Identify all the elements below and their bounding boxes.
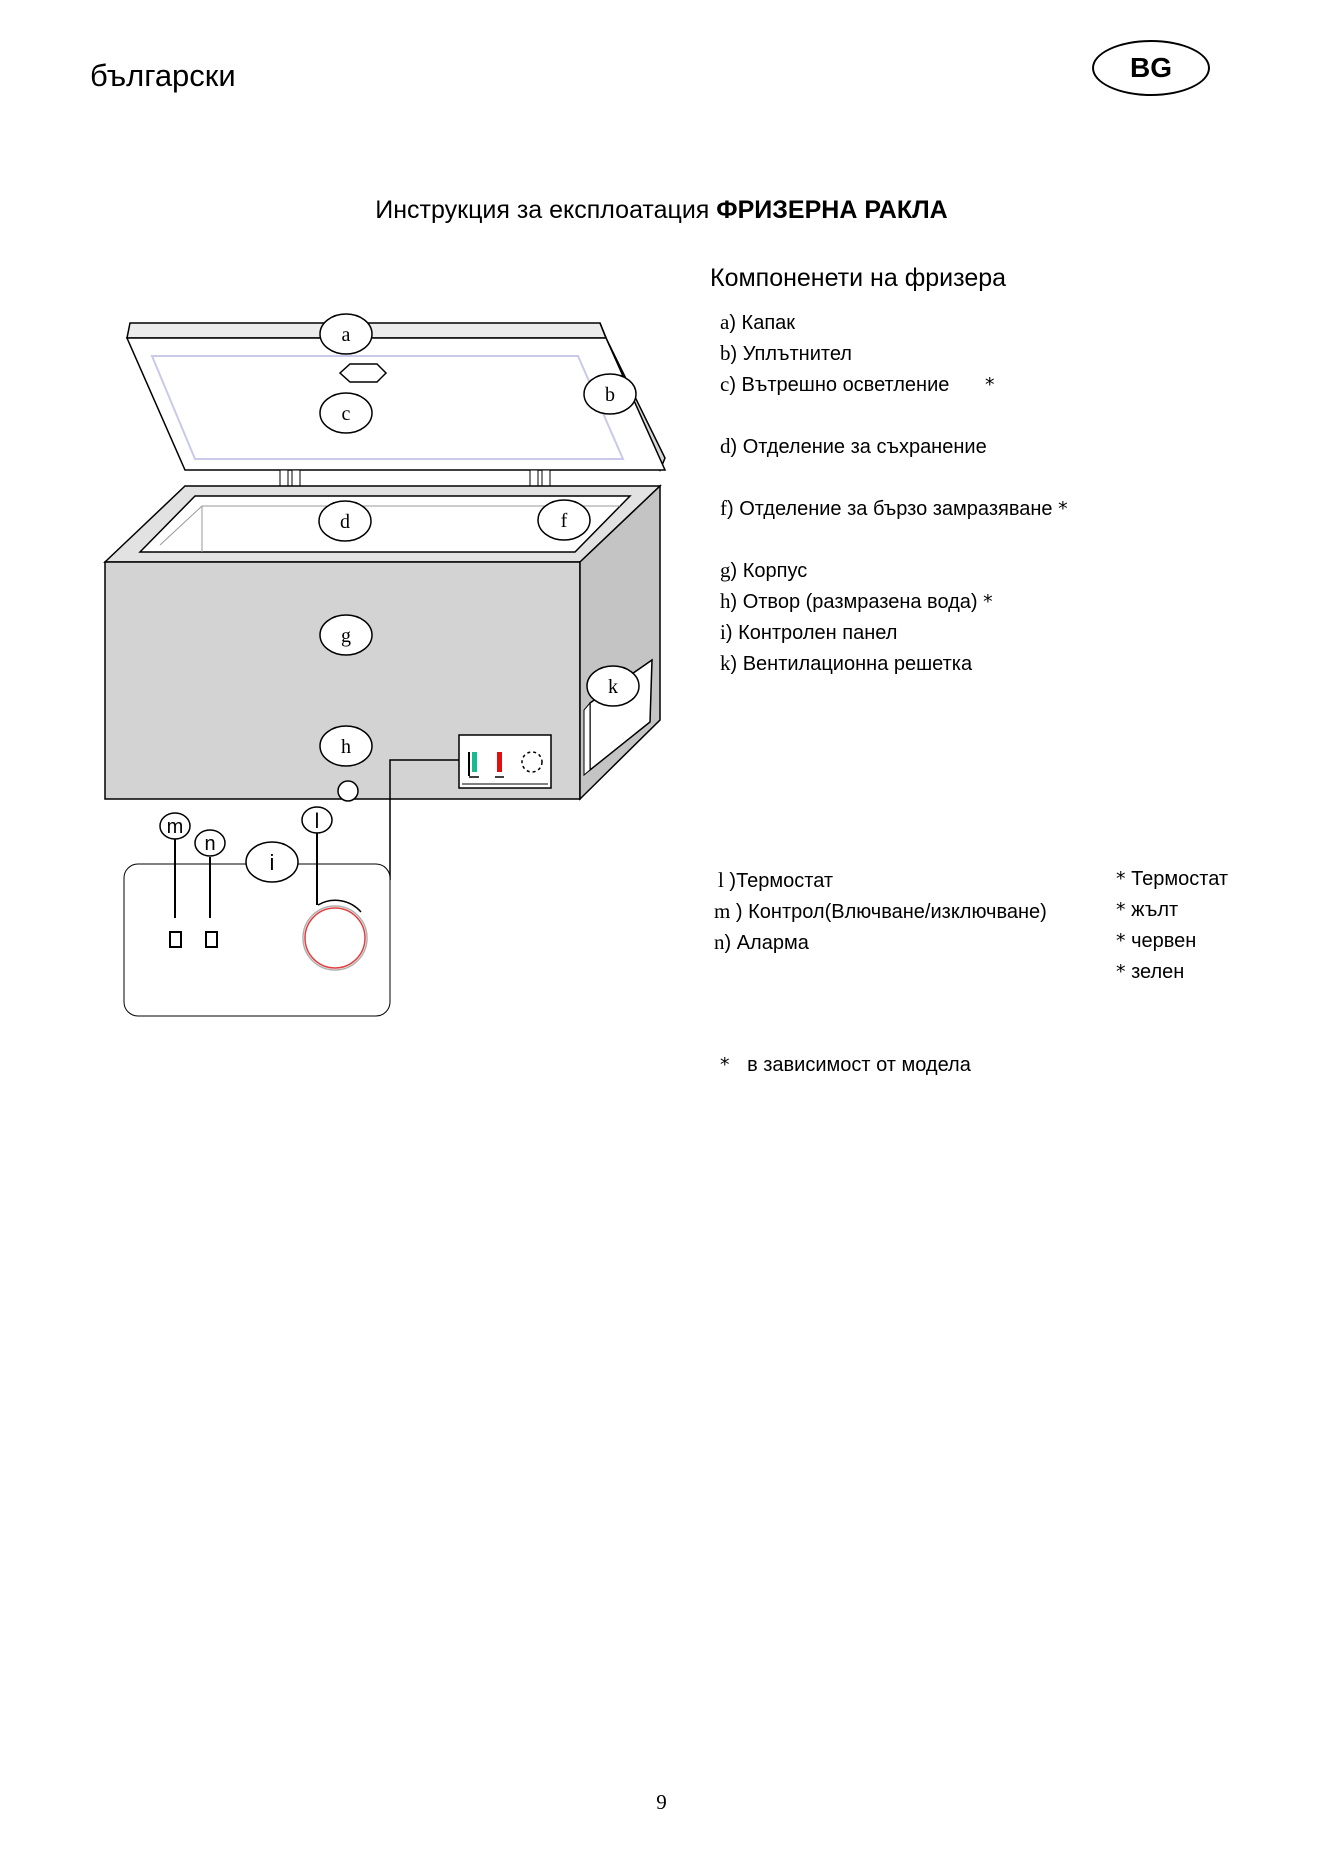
callout-g [320,615,372,655]
svg-text:n: n [204,833,216,855]
svg-text:k: k [608,676,618,698]
note-item: * червен [1116,930,1197,952]
callout-f [538,500,590,540]
callout-a [320,314,372,354]
body-control-panel [459,735,551,788]
title-prefix: Инструкция за експлоатация [375,196,710,224]
callout-b [584,374,636,414]
list-item: m ) Контрол(Влючване/изключване) [714,899,1047,923]
components-heading: Компоненети на фризера [710,264,1007,292]
callout-m [160,813,190,839]
callout-l [302,807,332,833]
callout-h [320,726,372,766]
svg-text:c: c [341,403,351,425]
svg-text:b: b [605,384,615,406]
list-item: k) Вентилационна решетка [720,651,973,675]
list-item: n) Аларма [714,930,809,954]
list-item: l )Термостат [718,868,834,892]
callout-n [195,830,225,856]
note-item: * Термостат [1116,868,1229,890]
callout-i [246,842,298,882]
title-bold: ФРИЗЕРНА РАКЛА [716,196,948,224]
svg-text:h: h [341,736,351,758]
list-item: f) Отделение за бързо замразяване * [720,496,1068,520]
list-item: d) Отделение за съхранение [720,434,987,458]
language-label: български [90,58,236,93]
callout-d [319,501,371,541]
svg-text:m: m [166,816,184,838]
note-item: * жълт [1116,899,1179,921]
page-number: 9 [656,1790,667,1814]
list-item: i) Контролен панел [720,620,898,644]
svg-text:i: i [269,850,275,875]
list-item: b) Уплътнител [720,341,852,365]
language-badge: BG [1092,40,1210,96]
callout-c [320,393,372,433]
svg-text:g: g [341,625,351,647]
list-item: h) Отвор (размразена вода) * [720,589,993,613]
svg-text:f: f [560,510,568,532]
svg-text:d: d [340,511,350,533]
list-item: c) Вътрешно осветление * [720,372,995,396]
svg-text:l: l [314,810,320,833]
note-item: * зелен [1116,961,1185,983]
hinges [280,470,550,486]
callout-k [587,666,639,706]
footnote: * в зависимост от модела [720,1054,971,1076]
list-item: a) Капак [720,310,796,334]
list-item: g) Корпус [720,558,808,582]
svg-text:a: a [341,324,351,346]
